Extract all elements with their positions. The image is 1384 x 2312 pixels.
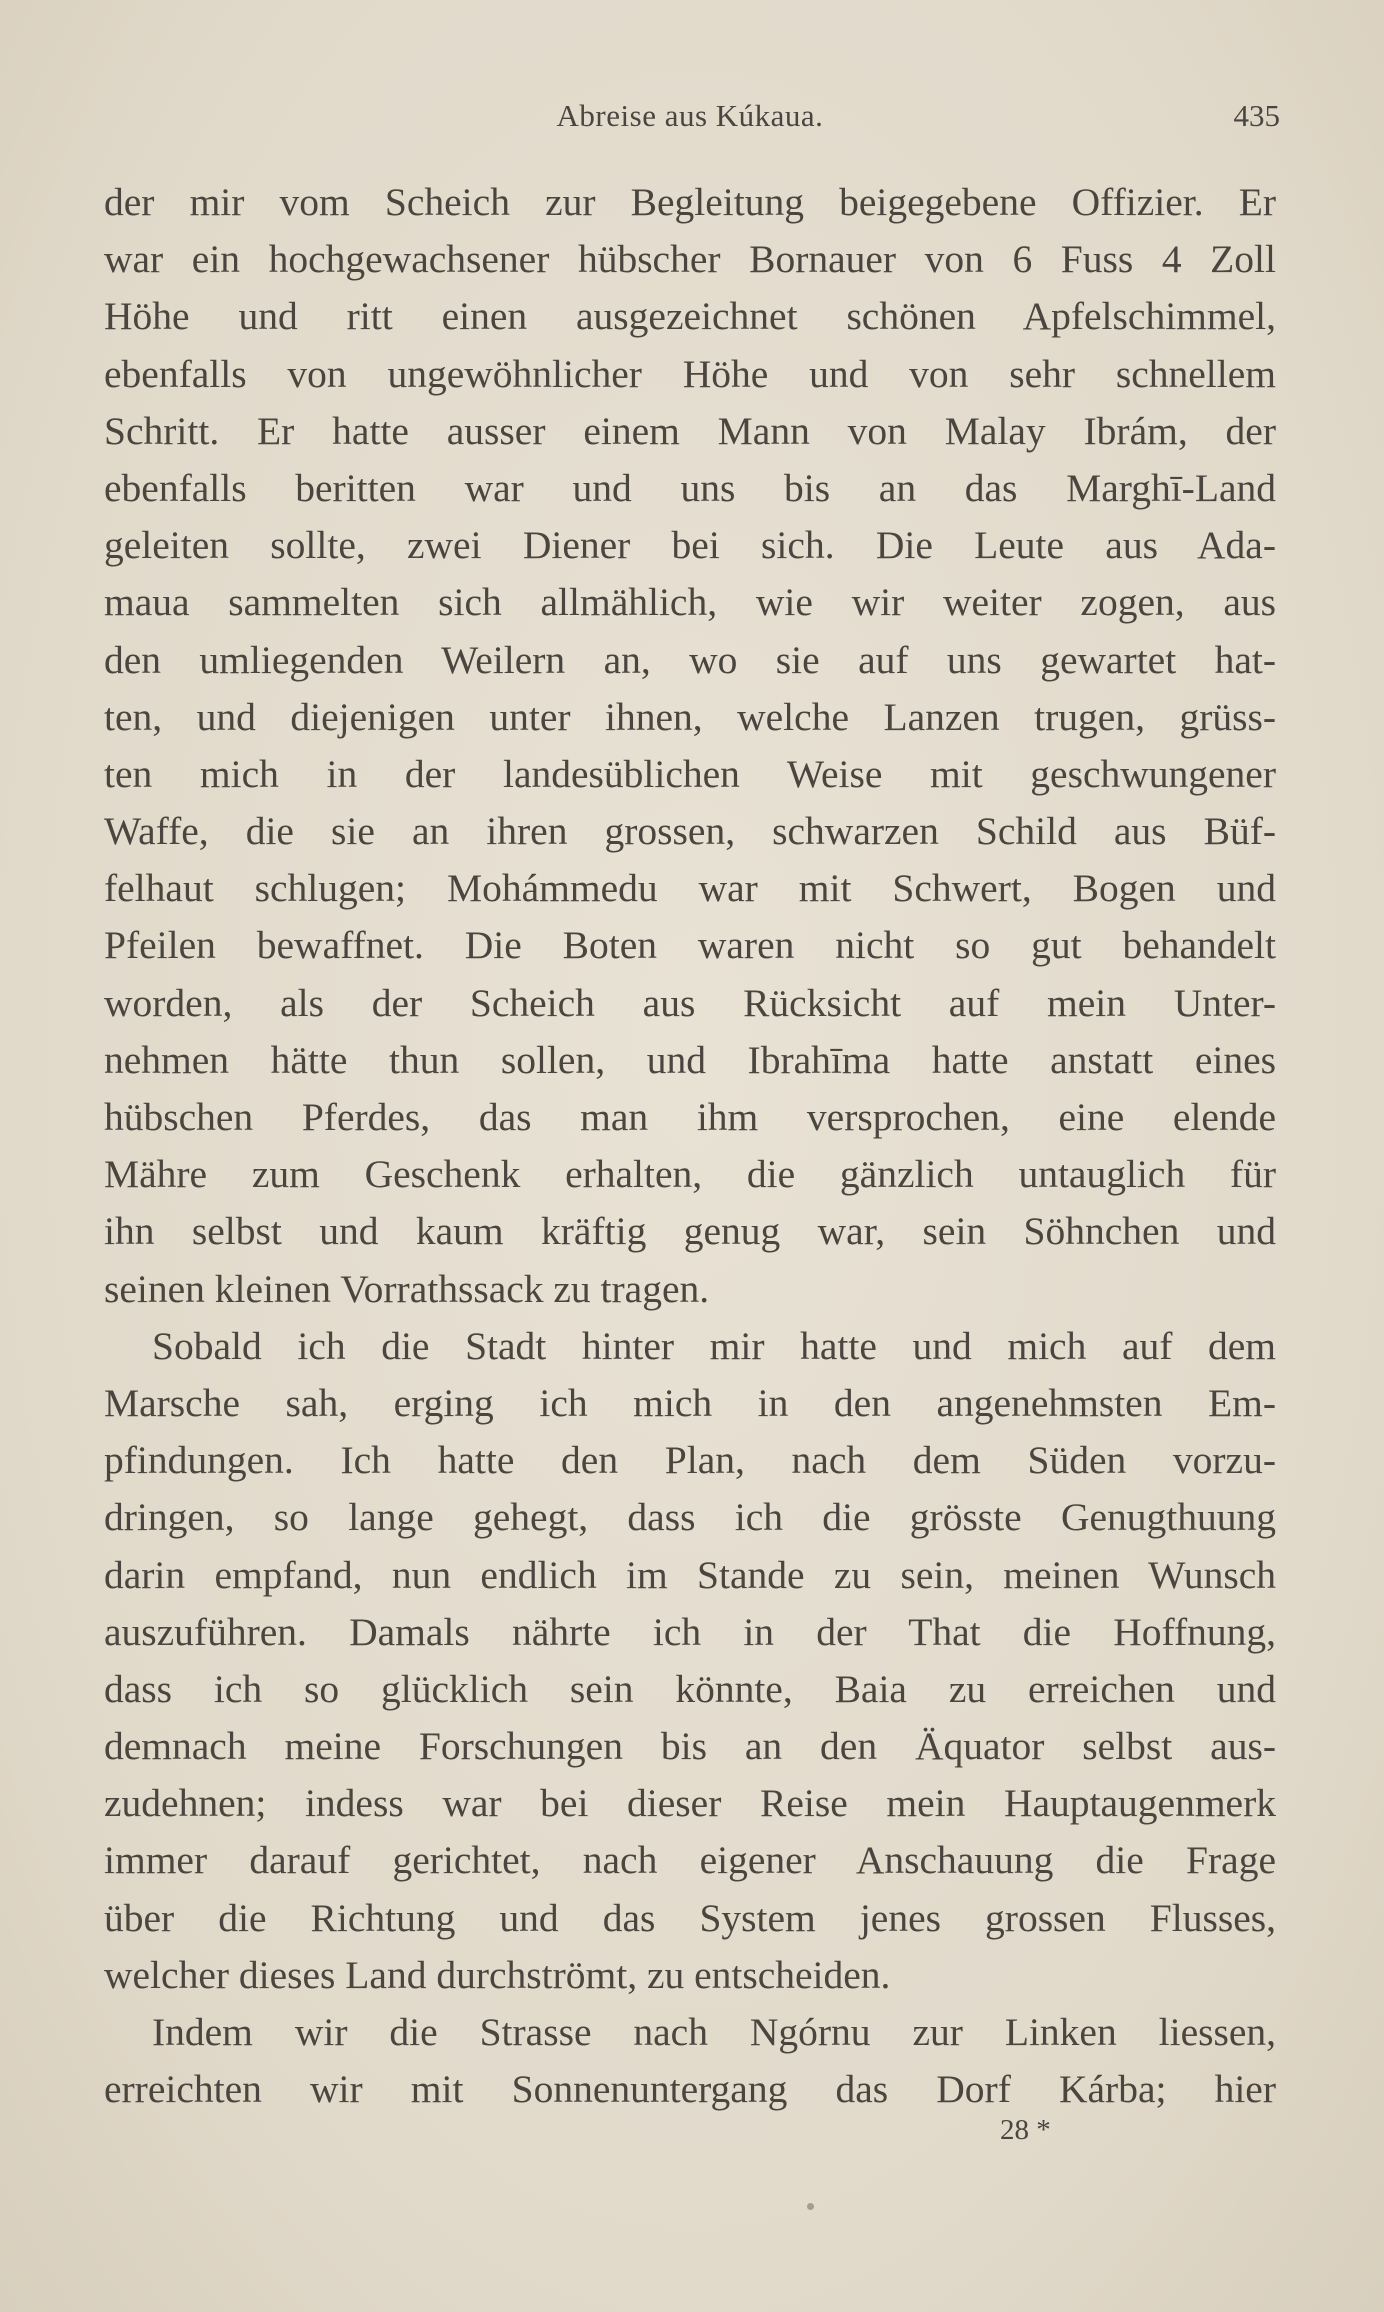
text-line: Marsche sah, erging ich mich in den angenehmsten Em- xyxy=(104,1380,1276,1425)
text-line: Schritt. Er hatte ausser einem Mann von Malay Ibrám, der xyxy=(104,408,1276,453)
text-line: Pfeilen bewaffnet. Die Boten waren nicht so gut behandelt xyxy=(104,923,1276,968)
text-line: erreichten wir mit Sonnenuntergang das Dorf Kárba; hier xyxy=(104,2067,1276,2112)
text-line: ebenfalls von ungewöhnlicher Höhe und von sehr schnellem xyxy=(104,351,1276,396)
text-line: Waffe, die sie an ihren grossen, schwarzen Schild aus Büf- xyxy=(104,809,1276,854)
text-line: worden, als der Scheich aus Rücksicht auf mein Unter- xyxy=(104,980,1276,1025)
page-number: 435 xyxy=(1233,98,1280,133)
text-line: Sobald ich die Stadt hinter mir hatte und mich auf dem xyxy=(152,1323,1276,1368)
text-line: hübschen Pferdes, das man ihm versprochen, eine elende xyxy=(104,1095,1276,1139)
text-line: maua sammelten sich allmählich, wie wir weiter zogen, aus xyxy=(104,580,1276,625)
text-line: war ein hochgewachsener hübscher Bornauer von 6 Fuss 4 Zoll xyxy=(104,237,1276,282)
text-line: den umliegenden Weilern an, wo sie auf uns gewartet hat- xyxy=(104,637,1276,682)
text-line: darin empfand, nun endlich im Stande zu sein, meinen Wunsch xyxy=(104,1552,1276,1597)
signature-mark: 28 * xyxy=(1000,2114,1051,2146)
text-line: welcher dieses Land durchströmt, zu entscheiden. xyxy=(104,1952,891,1997)
text-line: ten, und diejenigen unter ihnen, welche Lanzen trugen, grüss- xyxy=(104,694,1276,739)
text-line: dringen, so lange gehegt, dass ich die grösste Genugthuung xyxy=(104,1495,1276,1540)
body-text xyxy=(104,174,1276,2118)
text-line: auszuführen. Damals nährte ich in der That die Hoffnung, xyxy=(104,1609,1276,1654)
text-line: Höhe und ritt einen ausgezeichnet schönen Apfelschimmel, xyxy=(104,294,1276,339)
page-header xyxy=(100,98,1280,138)
text-line: über die Richtung und das System jenes grossen Flusses, xyxy=(104,1895,1276,1940)
text-line: immer darauf gerichtet, nach eigener Anschauung die Frage xyxy=(104,1838,1276,1883)
text-line: pfindungen. Ich hatte den Plan, nach dem Süden vorzu- xyxy=(104,1438,1276,1483)
text-line: felhaut schlugen; Mohámmedu war mit Schwert, Bogen und xyxy=(104,866,1276,911)
text-line: ebenfalls beritten war und uns bis an das Marghī-Land xyxy=(104,465,1276,510)
text-line: demnach meine Forschungen bis an den Äquator selbst aus- xyxy=(104,1724,1276,1769)
text-line: dass ich so glücklich sein könnte, Baia zu erreichen und xyxy=(104,1666,1276,1711)
text-line: Mähre zum Geschenk erhalten, die gänzlich untauglich für xyxy=(104,1152,1276,1197)
text-line: nehmen hätte thun sollen, und Ibrahīma hatte anstatt eines xyxy=(104,1037,1276,1082)
text-line: ten mich in der landesüblichen Weise mit geschwungener xyxy=(104,751,1276,796)
text-line: zudehnen; indess war bei dieser Reise mein Hauptaugenmerk xyxy=(104,1781,1276,1826)
text-line: der mir vom Scheich zur Begleitung beigegebene Offizier. Er xyxy=(104,180,1276,224)
running-title: Abreise aus Kúkaua. xyxy=(556,98,824,133)
paper-speck xyxy=(807,2203,814,2210)
text-line: geleiten sollte, zwei Diener bei sich. Die Leute aus Ada- xyxy=(104,523,1276,568)
text-line: Indem wir die Strasse nach Ngórnu zur Linken liessen, xyxy=(152,2010,1276,2054)
text-line: ihn selbst und kaum kräftig genug war, sein Söhnchen und xyxy=(104,1209,1276,1254)
text-line: seinen kleinen Vorrathssack zu tragen. xyxy=(104,1266,710,1311)
